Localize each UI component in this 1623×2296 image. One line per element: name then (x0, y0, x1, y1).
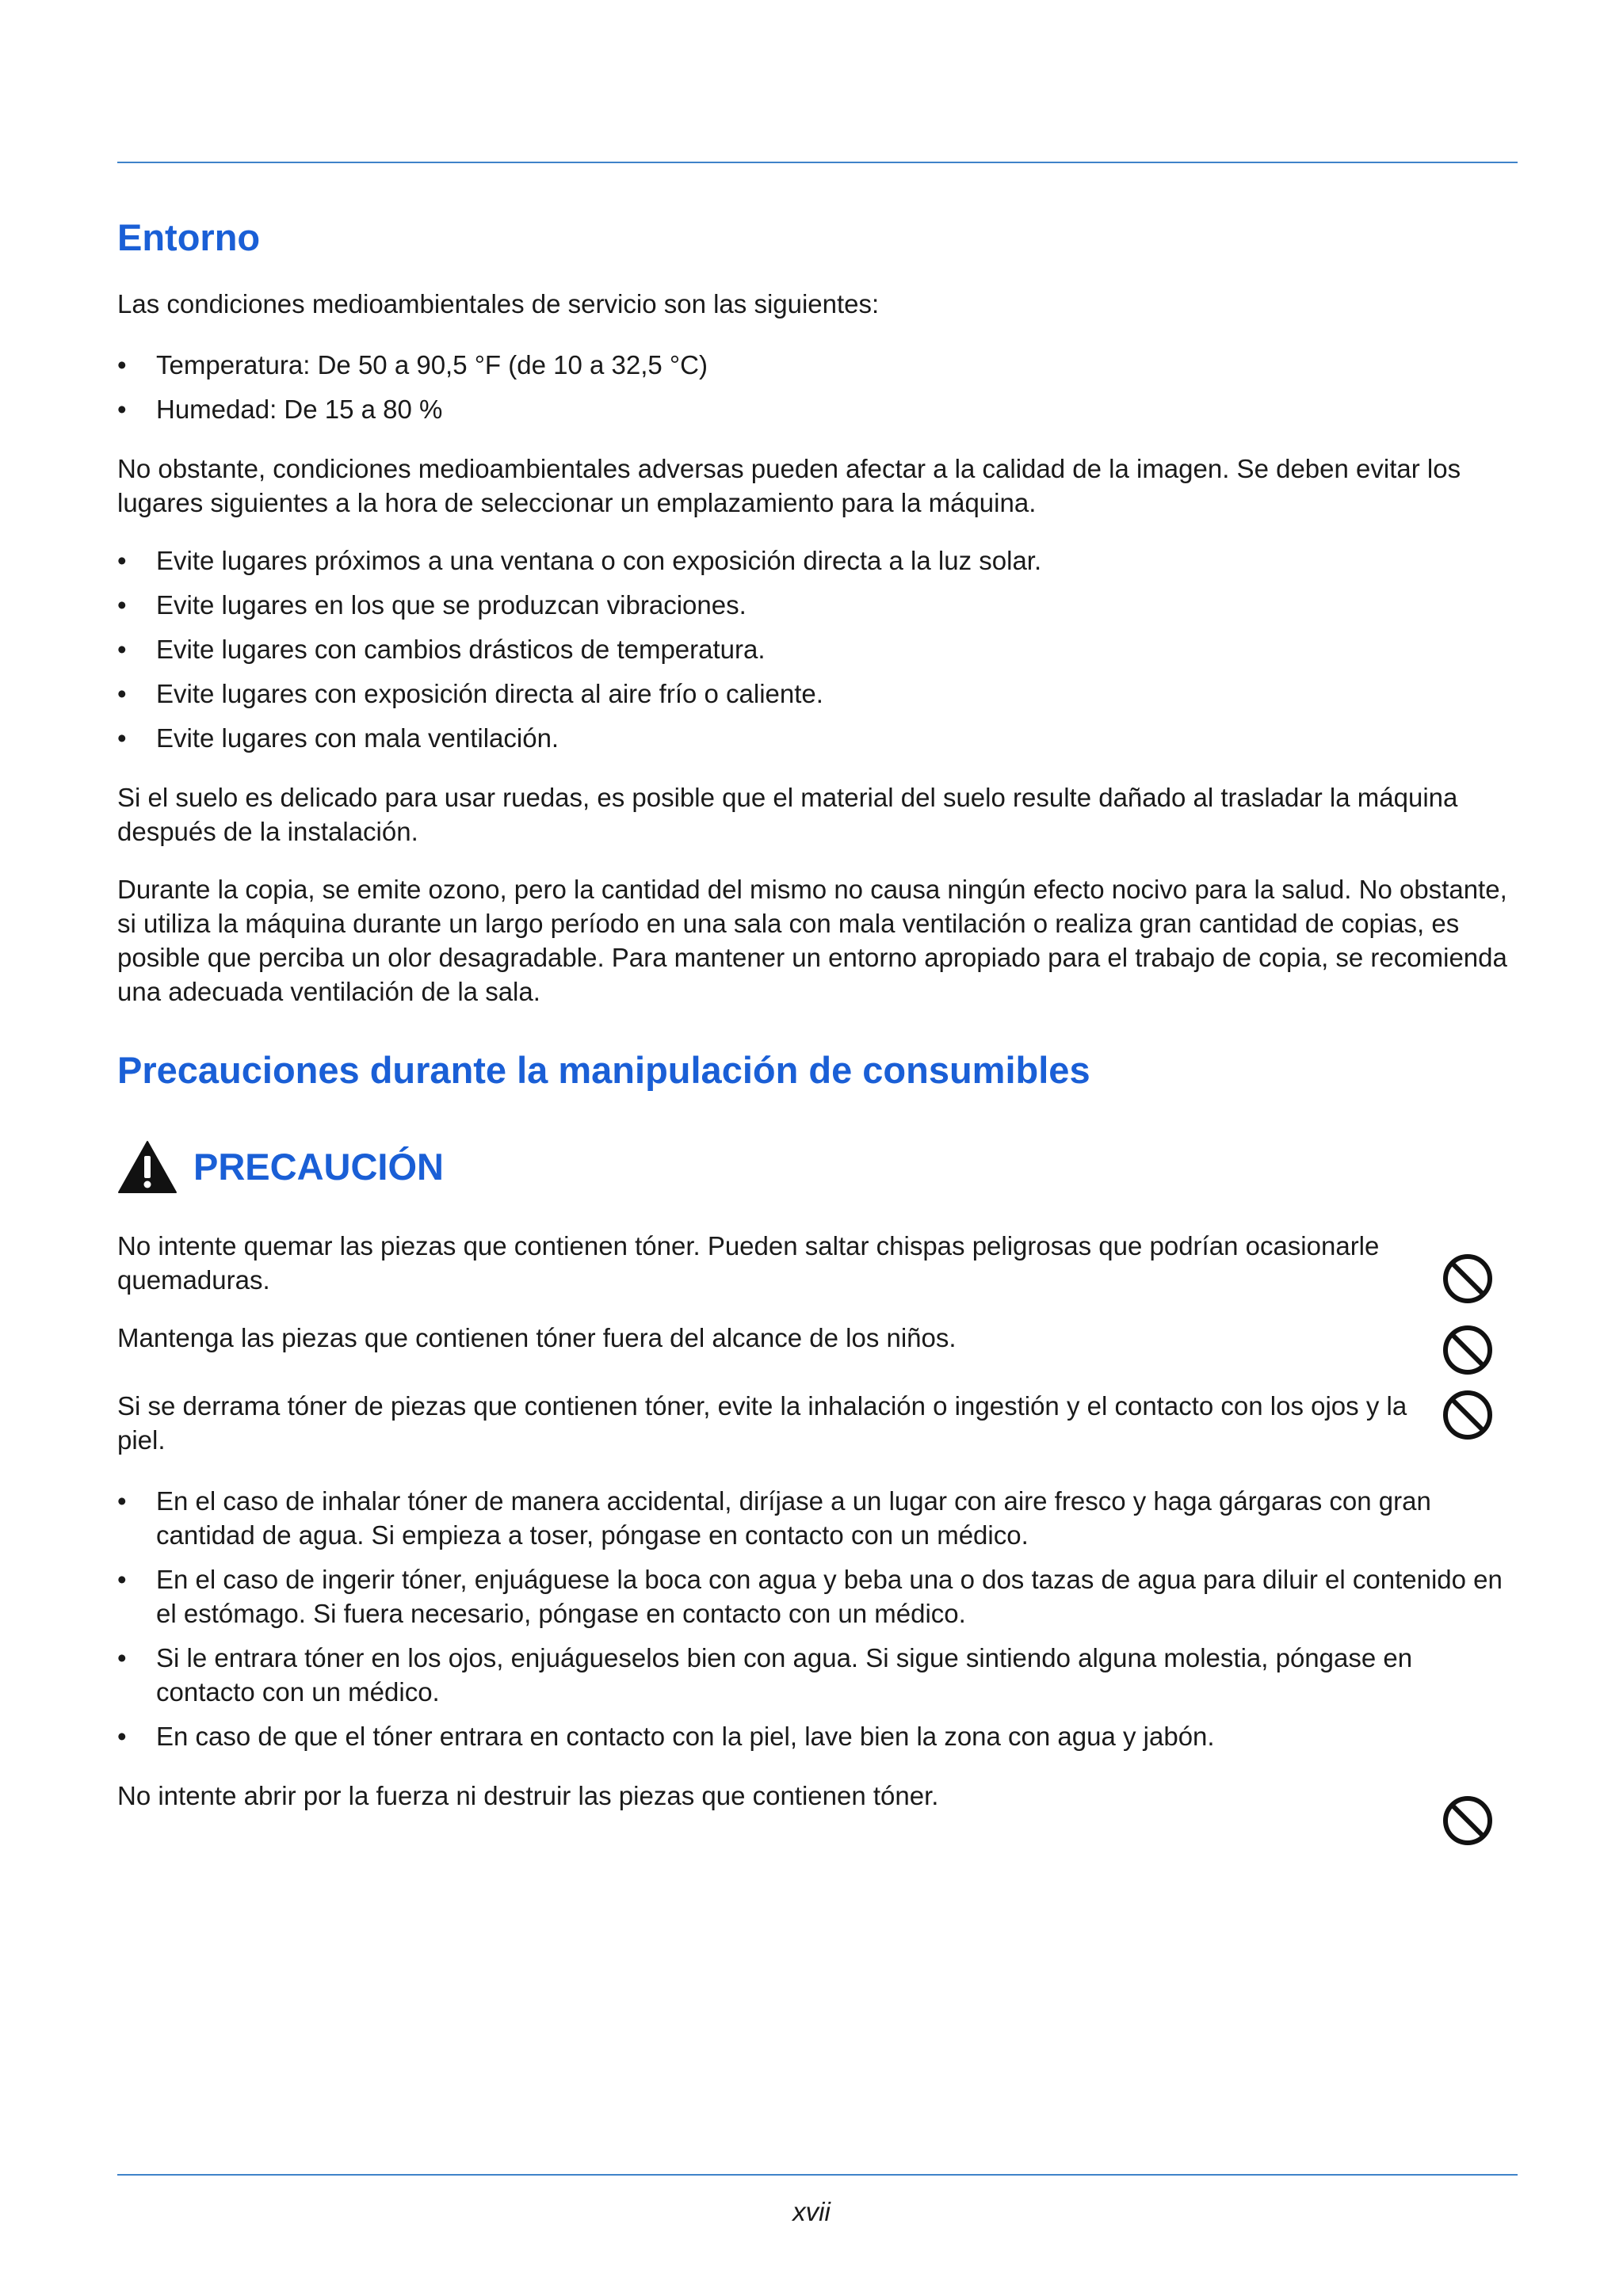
header-rule (117, 162, 1518, 163)
warning-spill (117, 1389, 1518, 1457)
page-content (117, 215, 1518, 1850)
warning-burn (117, 1229, 1518, 1303)
list-item: • Evite lugares en los que se produzcan vibraciones. (117, 588, 1518, 622)
entorno-intro: Las condiciones medioambientales de servicio son las siguientes: (117, 289, 880, 318)
floor-paragraph: Si el suelo es delicado para usar ruedas, es posible que el material del suelo resulte dañado al trasladar la máquina después de la instalación. (117, 783, 1458, 846)
adverse-paragraph: No obstante, condiciones medioambientales adversas pueden afectar a la calidad de la imagen. Se deben evitar los lugares siguientes a la hora de seleccionar un emplazamiento para la máquina. (117, 454, 1461, 517)
conditions-list (117, 348, 1518, 426)
list-item: • Temperatura: De 50 a 90,5 °F (de 10 a 32,5 °C) (117, 348, 1518, 382)
list-item: • En el caso de inhalar tóner de manera accidental, diríjase a un lugar con aire fresco y haga gárgaras con gran cantidad de agua. Si empieza a toser, póngase en contacto con un médico. (117, 1484, 1518, 1552)
warning-open (117, 1779, 1518, 1850)
avoid-list (117, 543, 1518, 755)
caution-label: PRECAUCIÓN (193, 1146, 444, 1188)
warning-spill-text: Si se derrama tóner de piezas que contienen tóner, evite la inhalación o ingestión y el contacto con los ojos y la piel. (117, 1391, 1407, 1455)
ozone-paragraph: Durante la copia, se emite ozono, pero la cantidad del mismo no causa ningún efecto nocivo para la salud. No obstante, si utiliza la máquina durante un largo período en una sala con mala ventilación o realiza gran cantidad de copias, es posible que perciba un olor desagradable. Para mantener un entorno apropiado para el trabajo de copia, se recomienda una adecuada ventilación de la sala. (117, 875, 1507, 1006)
no-entry-icon (1442, 1389, 1494, 1441)
page-number: xvii (792, 2197, 831, 2226)
no-entry-icon (1442, 1253, 1494, 1305)
section-title-entorno: Entorno (117, 216, 261, 258)
warning-open-text: No intente abrir por la fuerza ni destruir las piezas que contienen tóner. (117, 1781, 939, 1810)
warning-children-text: Mantenga las piezas que contienen tóner fuera del alcance de los niños. (117, 1323, 957, 1352)
footer-rule (117, 2174, 1518, 2176)
caution-header (117, 1140, 1518, 1194)
list-item: • Si le entrara tóner en los ojos, enjuágueselos bien con agua. Si sigue sintiendo alguna molestia, póngase en contacto con un médico. (117, 1641, 1518, 1709)
list-item: • Humedad: De 15 a 80 % (117, 392, 1518, 426)
list-item: • Evite lugares con mala ventilación. (117, 721, 1518, 755)
warning-children (117, 1321, 1518, 1389)
list-item: • En el caso de ingerir tóner, enjuáguese la boca con agua y beba una o dos tazas de agua para diluir el contenido en el estómago. Si fuera necesario, póngase en contacto con un médico. (117, 1562, 1518, 1630)
warning-burn-text: No intente quemar las piezas que contienen tóner. Pueden saltar chispas peligrosas que podrían ocasionarle quemaduras. (117, 1231, 1380, 1295)
list-item: • Evite lugares con exposición directa al aire frío o caliente. (117, 677, 1518, 711)
no-entry-icon (1442, 1794, 1494, 1847)
warning-triangle-icon (117, 1140, 178, 1194)
section-title-consumibles: Precauciones durante la manipulación de consumibles (117, 1049, 1090, 1091)
list-item: • Evite lugares próximos a una ventana o con exposición directa a la luz solar. (117, 543, 1518, 578)
no-entry-icon (1442, 1324, 1494, 1376)
first-aid-list (117, 1484, 1518, 1753)
list-item: • En caso de que el tóner entrara en contacto con la piel, lave bien la zona con agua y jabón. (117, 1719, 1518, 1753)
list-item: • Evite lugares con cambios drásticos de temperatura. (117, 632, 1518, 666)
